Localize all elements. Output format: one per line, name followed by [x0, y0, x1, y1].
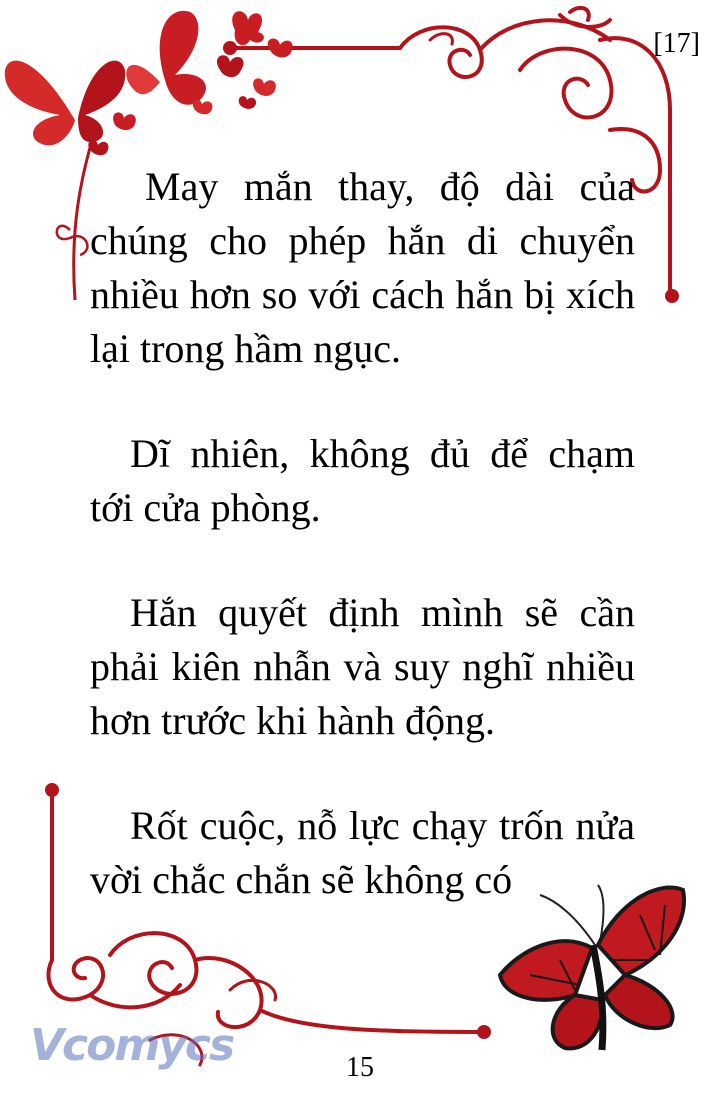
watermark-logo: Vcomycs: [30, 1020, 234, 1071]
paragraph: May mắn thay, độ dài của chúng cho phép hắn di chuyển nhiều hơn so với cách hắn bị xích lại trong hầm ngục.: [90, 164, 635, 371]
page-number: 15: [346, 1052, 374, 1083]
paragraph: Dĩ nhiên, không đủ để chạm tới cửa phòng.: [90, 431, 635, 530]
paragraph: Hắn quyết định mình sẽ cần phải kiên nhẫn và suy nghĩ nhiều hơn trước khi hành động.: [90, 590, 635, 743]
paragraph: Rốt cuộc, nỗ lực chạy trốn nửa vời chắc chắn sẽ không có: [90, 803, 635, 902]
story-text: [90, 160, 635, 958]
chapter-tag: [17]: [653, 28, 700, 59]
